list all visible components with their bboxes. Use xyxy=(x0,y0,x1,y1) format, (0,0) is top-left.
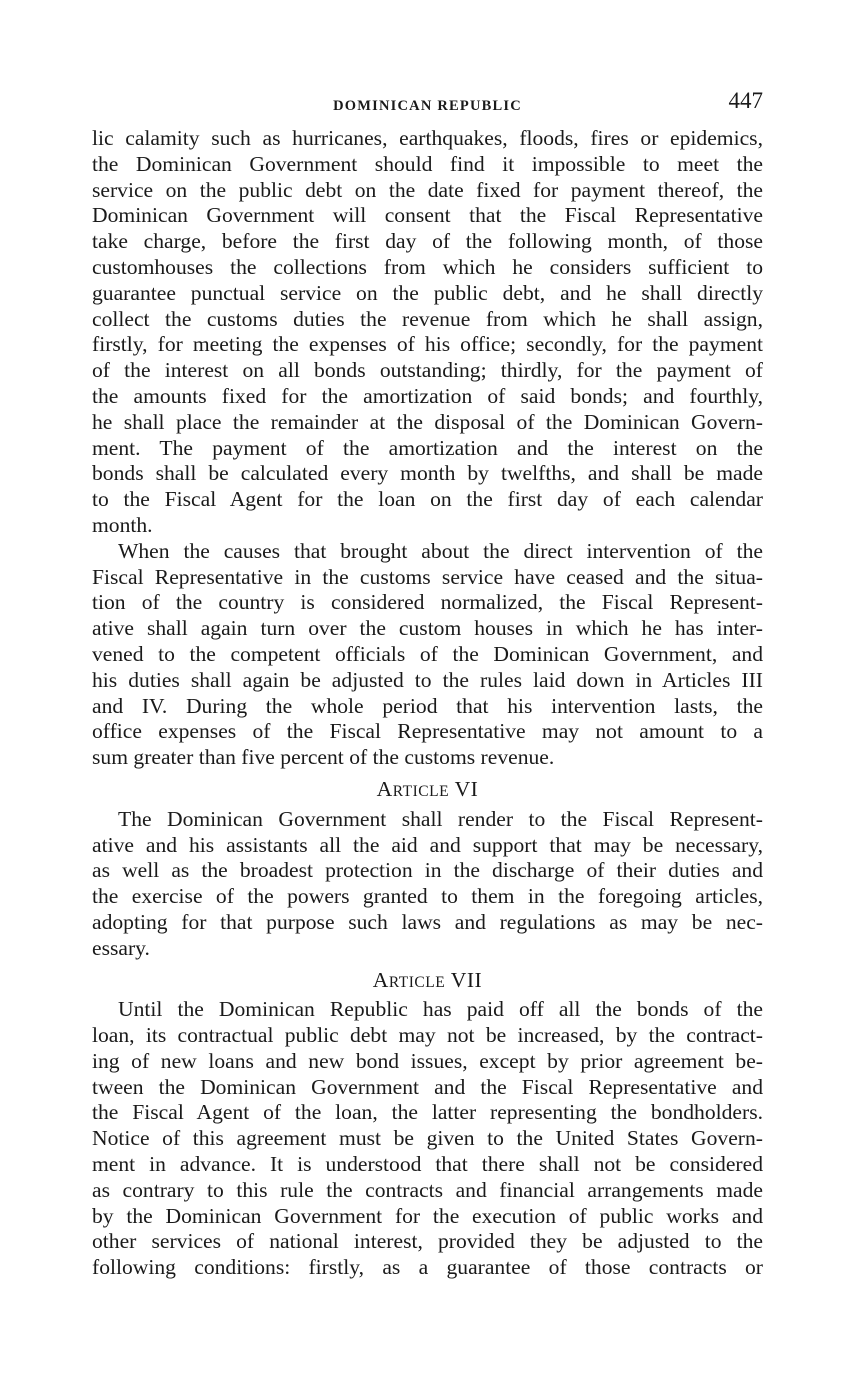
text-line: vened to the competent officials of the Dominican Government, and xyxy=(92,641,763,666)
article-heading-numeral: VII xyxy=(450,967,483,992)
page-header xyxy=(92,88,763,118)
text-line: essary. xyxy=(92,935,150,960)
text-line: ment. The payment of the amortization and the interest on the xyxy=(92,435,763,460)
text-line: ative shall again turn over the custom houses in which he has inter- xyxy=(92,616,763,641)
article-heading xyxy=(92,777,763,805)
text-line: the Fiscal Agent of the loan, the latter representing the bondholders. xyxy=(92,1100,763,1125)
text-line: ative and his assistants all the aid and support that may be necessary, xyxy=(92,832,763,857)
text-line: the amounts fixed for the amortization of said bonds; and fourthly, xyxy=(92,383,763,408)
text-line: loan, its contractual public debt may not be increased, by the contract- xyxy=(92,1023,763,1048)
text-line: ing of new loans and new bond issues, except by prior agreement be- xyxy=(92,1048,763,1073)
text-line: as well as the broadest protection in the discharge of their duties and xyxy=(92,858,763,883)
text-line: month. xyxy=(92,512,153,537)
text-line: Until the Dominican Republic has paid off all the bonds of the xyxy=(118,997,763,1022)
text-line: following conditions: firstly, as a guarantee of those contracts or xyxy=(92,1255,763,1280)
text-line: customhouses the collections from which he considers sufficient to xyxy=(92,254,763,279)
text-line: The Dominican Government shall render to the Fiscal Represent- xyxy=(118,806,763,831)
text-line: service on the public debt on the date fixed for payment thereof, the xyxy=(92,177,763,202)
text-line: and IV. During the whole period that his intervention lasts, the xyxy=(92,693,763,718)
article-heading-numeral: VI xyxy=(454,776,479,801)
text-line: by the Dominican Government for the execution of public works and xyxy=(92,1203,763,1228)
article-body xyxy=(92,997,763,1281)
paragraph-intervention xyxy=(92,539,763,771)
text-line: as contrary to this rule the contracts and financial arrangements made xyxy=(92,1177,763,1202)
text-line: office expenses of the Fiscal Representative may not amount to a xyxy=(92,719,763,744)
text-line: the Dominican Government should find it impossible to meet the xyxy=(92,151,763,176)
running-head: DOMINICAN REPUBLIC xyxy=(333,98,522,114)
page-number: 447 xyxy=(728,88,763,113)
text-line: When the causes that brought about the direct intervention of the xyxy=(118,538,763,563)
text-line: bonds shall be calculated every month by twelfths, and shall be made xyxy=(92,461,763,486)
article-heading-word: RTICLE xyxy=(388,973,446,991)
text-line: Dominican Government will consent that the Fiscal Representative xyxy=(92,203,763,228)
text-line: the exercise of the powers granted to them in the foregoing articles, xyxy=(92,884,763,909)
text-line: collect the customs duties the revenue from which he shall assign, xyxy=(92,306,763,331)
text-line: tween the Dominican Government and the Fiscal Representative and xyxy=(92,1074,763,1099)
article-heading-initial: A xyxy=(372,967,389,992)
article-heading xyxy=(92,968,763,996)
text-line: of the interest on all bonds outstanding; thirdly, for the payment of xyxy=(92,358,763,383)
text-line: take charge, before the first day of the following month, of those xyxy=(92,229,763,254)
text-line: sum greater than five percent of the customs revenue. xyxy=(92,745,555,770)
article-heading-initial: A xyxy=(376,776,393,801)
text-line: adopting for that purpose such laws and regulations as may be nec- xyxy=(92,909,763,934)
text-line: Fiscal Representative in the customs service have ceased and the situa- xyxy=(92,564,763,589)
text-line: ment in advance. It is understood that there shall not be considered xyxy=(92,1152,763,1177)
text-line: firstly, for meeting the expenses of his office; secondly, for the payment xyxy=(92,332,763,357)
text-line: he shall place the remainder at the disposal of the Dominican Govern- xyxy=(92,409,763,434)
text-line: Notice of this agreement must be given to the United States Govern- xyxy=(92,1126,763,1151)
text-line: to the Fiscal Agent for the loan on the first day of each calendar xyxy=(92,487,763,512)
text-line: lic calamity such as hurricanes, earthquakes, floods, fires or epidemics, xyxy=(92,126,763,150)
text-line: other services of national interest, provided they be adjusted to the xyxy=(92,1229,763,1254)
article-body xyxy=(92,807,763,962)
document-page xyxy=(92,88,763,1281)
article-heading-word: RTICLE xyxy=(392,782,450,800)
text-line: tion of the country is considered normalized, the Fiscal Represent- xyxy=(92,590,763,615)
paragraph-continuation xyxy=(92,126,763,539)
text-line: guarantee punctual service on the public debt, and he shall directly xyxy=(92,280,763,305)
text-line: his duties shall again be adjusted to the rules laid down in Articles III xyxy=(92,667,763,692)
